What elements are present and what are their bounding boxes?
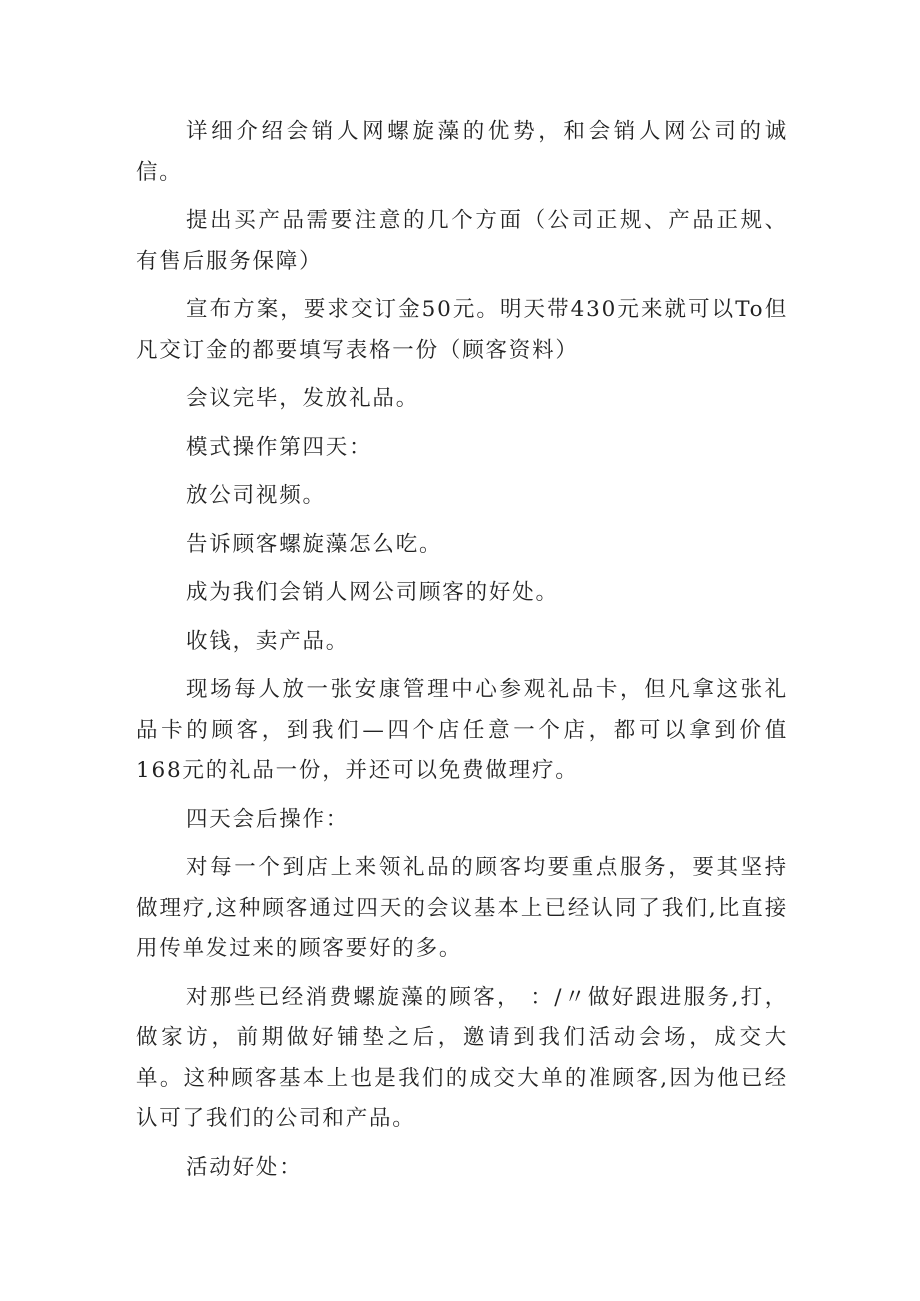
- paragraph-3: 宣布方案，要求交订金50元。明天带430元来就可以To但凡交订金的都要填写表格一份（顾客资料）: [136, 297, 788, 363]
- paragraph-8: 成为我们会销人网公司顾客的好处。: [186, 580, 559, 605]
- document-body: [136, 112, 788, 1188]
- paragraph-11: 四天会后操作：: [186, 806, 350, 832]
- paragraph-14: 活动好处：: [186, 1154, 303, 1180]
- paragraph-4: 会议完毕，发放礼品。: [186, 386, 420, 411]
- paragraph-12: 对每一个到店上来领礼品的顾客均要重点服务，要其坚持做理疗,这种顾客通过四天的会议基本上已经认同了我们,比直接用传单发过来的顾客要好的多。: [136, 855, 788, 961]
- paragraph-10: 现场每人放一张安康管理中心参观礼品卡，但凡拿这张礼品卡的顾客，到我们—四个店任意一个店，都可以拿到价值168元的礼品一份，并还可以免费做理疗。: [136, 677, 788, 783]
- paragraph-5: 模式操作第四天：: [186, 434, 373, 460]
- paragraph-13: 对那些已经消费螺旋藻的顾客， ：/〃做好跟进服务,打，做家访，前期做好铺垫之后，邀请到我们活动会场，成交大单。这种顾客基本上也是我们的成交大单的准顾客,因为他已经认可了我们的公司和产品。: [136, 984, 788, 1131]
- paragraph-2: 提出买产品需要注意的几个方面（公司正规、产品正规、有售后服务保障）: [136, 208, 788, 274]
- paragraph-6: 放公司视频。: [186, 483, 326, 508]
- paragraph-9: 收钱，卖产品。: [186, 628, 350, 654]
- paragraph-1: 详细介绍会销人网螺旋藻的优势，和会销人网公司的诚信。: [136, 119, 788, 185]
- paragraph-7: 告诉顾客螺旋藻怎么吃。: [186, 531, 443, 557]
